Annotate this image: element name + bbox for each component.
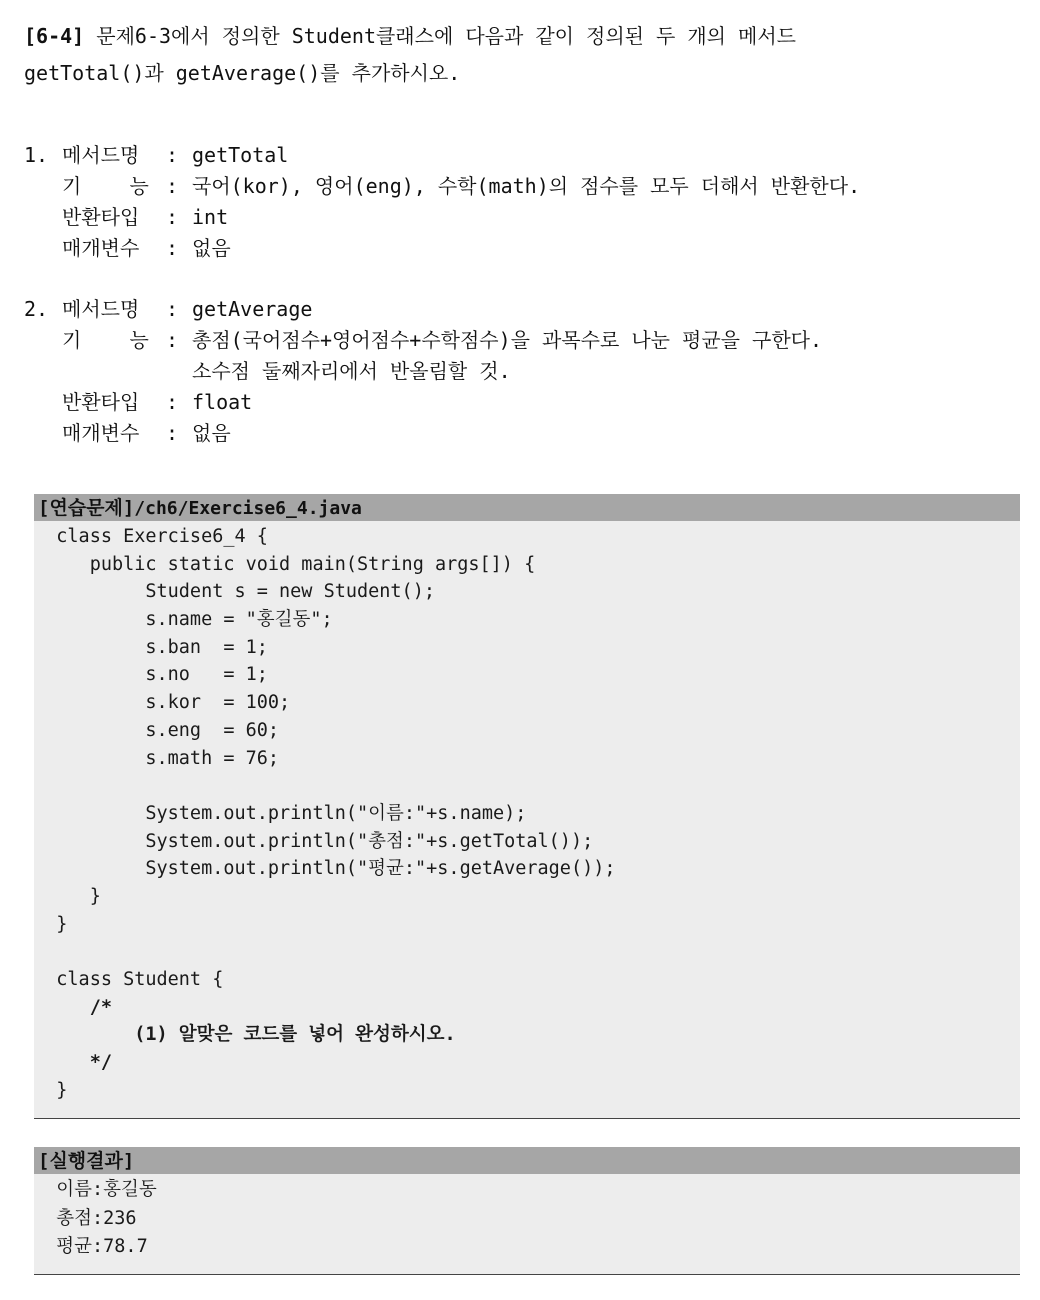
- spec-colon: :: [166, 143, 179, 167]
- code-line: Student s = new Student();: [34, 581, 435, 603]
- code-line: s.name = "홍길동";: [34, 609, 333, 631]
- intro-line-2: getTotal()과 getAverage()를 추가하시오.: [24, 61, 461, 85]
- code-line: (1) 알맞은 코드를 넣어 완성하시오.: [34, 1024, 456, 1046]
- method1-row-params: [24, 233, 1024, 264]
- result-output: [34, 1176, 1020, 1262]
- code-line: class Exercise6_4 {: [34, 526, 268, 547]
- method1-row-name: [24, 140, 1024, 171]
- code-line: s.ban = 1;: [34, 636, 268, 658]
- spec-value: 없음: [192, 421, 231, 445]
- method-spec-1: [24, 140, 1024, 264]
- result-header: [실행결과]: [34, 1147, 1020, 1174]
- spec-value: 없음: [192, 236, 231, 260]
- intro-line-1: [24, 18, 1024, 55]
- spec-label: 매개변수: [62, 236, 140, 260]
- exercise-tag: [연습문제]: [38, 497, 135, 519]
- spec-colon: :: [166, 205, 179, 229]
- spec-value: 국어(kor), 영어(eng), 수학(math)의 점수를 모두 더해서 반환한다.: [192, 174, 861, 198]
- spec-colon: :: [166, 328, 179, 352]
- exercise-header: [34, 494, 1020, 521]
- spec-value: 소수점 둘째자리에서 반올림할 것.: [192, 359, 511, 383]
- method2-number: 2.: [24, 297, 49, 321]
- code-line: s.kor = 100;: [34, 692, 291, 714]
- spec-value: int: [192, 205, 229, 229]
- code-line: s.no = 1;: [34, 664, 268, 686]
- spec-colon: :: [166, 297, 179, 321]
- method-spec-2: [24, 294, 1024, 449]
- spec-colon: :: [166, 421, 179, 445]
- method2-row-function: [24, 325, 1024, 356]
- code-line: */: [34, 1052, 112, 1074]
- result-line: 이름:홍길동: [34, 1179, 157, 1200]
- code-line: }: [34, 1079, 68, 1101]
- method2-row-name: [24, 294, 1024, 325]
- spec-label: 반환타입: [62, 205, 140, 229]
- code-line: [34, 772, 1020, 800]
- spec-label: 반환타입: [62, 390, 140, 414]
- spec-value: float: [192, 390, 253, 414]
- code-line: }: [34, 885, 101, 907]
- spec-colon: :: [166, 390, 179, 414]
- code-line: System.out.println("총점:"+s.getTotal());: [34, 830, 594, 852]
- spec-colon: :: [166, 174, 179, 198]
- result-line: 총점:236: [34, 1207, 137, 1229]
- method1-row-function: [24, 171, 1024, 202]
- spec-value: getAverage: [192, 297, 313, 321]
- code-line: class Student {: [34, 969, 224, 990]
- code-line: public static void main(String args[]) {: [34, 553, 536, 575]
- spec-label: 메서드명: [62, 143, 140, 167]
- code-line: }: [34, 913, 68, 935]
- spec-label: 기 능: [62, 174, 149, 198]
- exercise-file-path: /ch6/Exercise6_4.java: [134, 498, 362, 519]
- method1-row-return: [24, 202, 1024, 233]
- code-line: s.eng = 60;: [34, 719, 280, 741]
- spec-colon: :: [166, 236, 179, 260]
- exercise-code-box: [34, 494, 1020, 1119]
- result-line: 평균:78.7: [34, 1236, 148, 1257]
- code-line: [34, 938, 1020, 966]
- code-line: System.out.println("평균:"+s.getAverage());: [34, 858, 616, 880]
- result-box: [34, 1147, 1020, 1275]
- code-line: s.math = 76;: [34, 747, 280, 769]
- spec-label: 기 능: [62, 328, 149, 352]
- code-line: System.out.println("이름:"+s.name);: [34, 802, 527, 824]
- intro-text-1: 문제6-3에서 정의한 Student클래스에 다음과 같이 정의된 두 개의 메서드: [84, 24, 796, 48]
- exercise-code: [34, 523, 1020, 1104]
- code-line: /*: [34, 996, 112, 1018]
- spec-label: 매개변수: [62, 421, 140, 445]
- method2-row-params: [24, 418, 1024, 449]
- method2-row-function-cont: [24, 356, 1024, 387]
- question-intro: [24, 18, 1024, 92]
- spec-value: 총점(국어점수+영어점수+수학점수)을 과목수로 나눈 평균을 구한다.: [192, 328, 823, 352]
- method2-row-return: [24, 387, 1024, 418]
- method1-number: 1.: [24, 143, 49, 167]
- question-number: [6-4]: [24, 24, 85, 48]
- spec-label: 메서드명: [62, 297, 140, 321]
- spec-value: getTotal: [192, 143, 289, 167]
